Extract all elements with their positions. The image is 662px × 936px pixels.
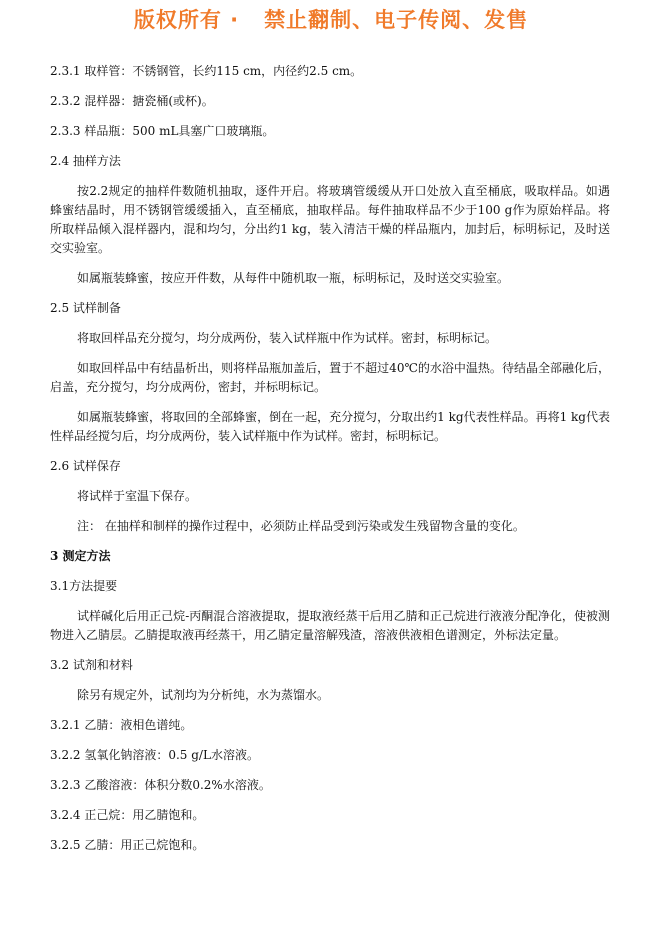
heading-3: 3 测定方法 [50, 549, 111, 563]
paragraph-bottled-preparation: 如属瓶装蜂蜜，将取回的全部蜂蜜，倒在一起，充分搅匀，分取出约1 kg代表性样品。再将1 kg代表性样品经搅匀后，均分成两份，装入试样瓶中作为试样。密封，标明标记。 [50, 410, 610, 443]
clause-3-2-2: 3.2.2 氢氧化钠溶液：0.5 g/L水溶液。 [50, 748, 259, 762]
clause-3-2-3: 3.2.3 乙酸溶液：体积分数0.2%水溶液。 [50, 778, 271, 792]
paragraph-crystallized-sample: 如取回样品中有结晶析出，则将样品瓶加盖后，置于不超过40℃的水浴中温热。待结晶全部融化后，启盖，充分搅匀，均分成两份，密封，并标明标记。 [50, 361, 610, 394]
paragraph-sample-preparation: 将取回样品充分搅匀，均分成两份，装入试样瓶中作为试样。密封，标明标记。 [77, 331, 498, 345]
heading-2-6: 2.6 试样保存 [50, 459, 121, 473]
heading-2-4: 2.4 抽样方法 [50, 154, 121, 168]
paragraph-bottled-sampling: 如属瓶装蜂蜜，按应开件数，从每件中随机取一瓶，标明标记，及时送交实验室。 [77, 271, 510, 285]
clause-3-2-1: 3.2.1 乙腈：液相色谱纯。 [50, 718, 193, 732]
watermark-banner: 版权所有 · 禁止翻制、电子传阅、发售 [133, 8, 529, 32]
clause-2-3-3: 2.3.3 样品瓶：500 mL具塞广口玻璃瓶。 [50, 124, 275, 138]
clause-2-3-2: 2.3.2 混样器：搪瓷桶(或杯)。 [50, 94, 214, 108]
clause-2-3-1: 2.3.1 取样管：不锈钢管，长约115 cm，内径约2.5 cm。 [50, 64, 363, 78]
document-body [50, 62, 610, 855]
paragraph-reagents-general: 除另有规定外，试剂均为分析纯，水为蒸馏水。 [77, 688, 330, 702]
clause-3-2-5: 3.2.5 乙腈：用正己烷饱和。 [50, 838, 205, 852]
clause-3-2-4: 3.2.4 正己烷：用乙腈饱和。 [50, 808, 205, 822]
paragraph-sampling-method: 按2.2规定的抽样件数随机抽取，逐件开启。将玻璃管缓缓从开口处放入直至桶底，吸取样品。如遇蜂蜜结晶时，用不锈钢管缓缓插入，直至桶底，抽取样品。每件抽取样品不少于100 g作为原始样品。将所取样品倾入混样器内，混和均匀，分出约1 kg，装入清洁干燥的样品瓶内，加封后，标明标记，及时送交实验室。 [50, 184, 610, 255]
heading-3-2: 3.2 试剂和材料 [50, 658, 133, 672]
heading-2-5: 2.5 试样制备 [50, 301, 121, 315]
paragraph-note: 注： 在抽样和制样的操作过程中，必须防止样品受到污染或发生残留物含量的变化。 [77, 519, 525, 533]
paragraph-sample-storage: 将试样于室温下保存。 [77, 489, 198, 503]
heading-3-1: 3.1方法提要 [50, 579, 118, 593]
paragraph-method-summary: 试样碱化后用正己烷-丙酮混合溶液提取，提取液经蒸干后用乙腈和正己烷进行液液分配净化，使被测物进入乙腈层。乙腈提取液再经蒸干，用乙腈定量溶解残渣，溶液供液相色谱测定，外标法定量。 [50, 609, 610, 642]
